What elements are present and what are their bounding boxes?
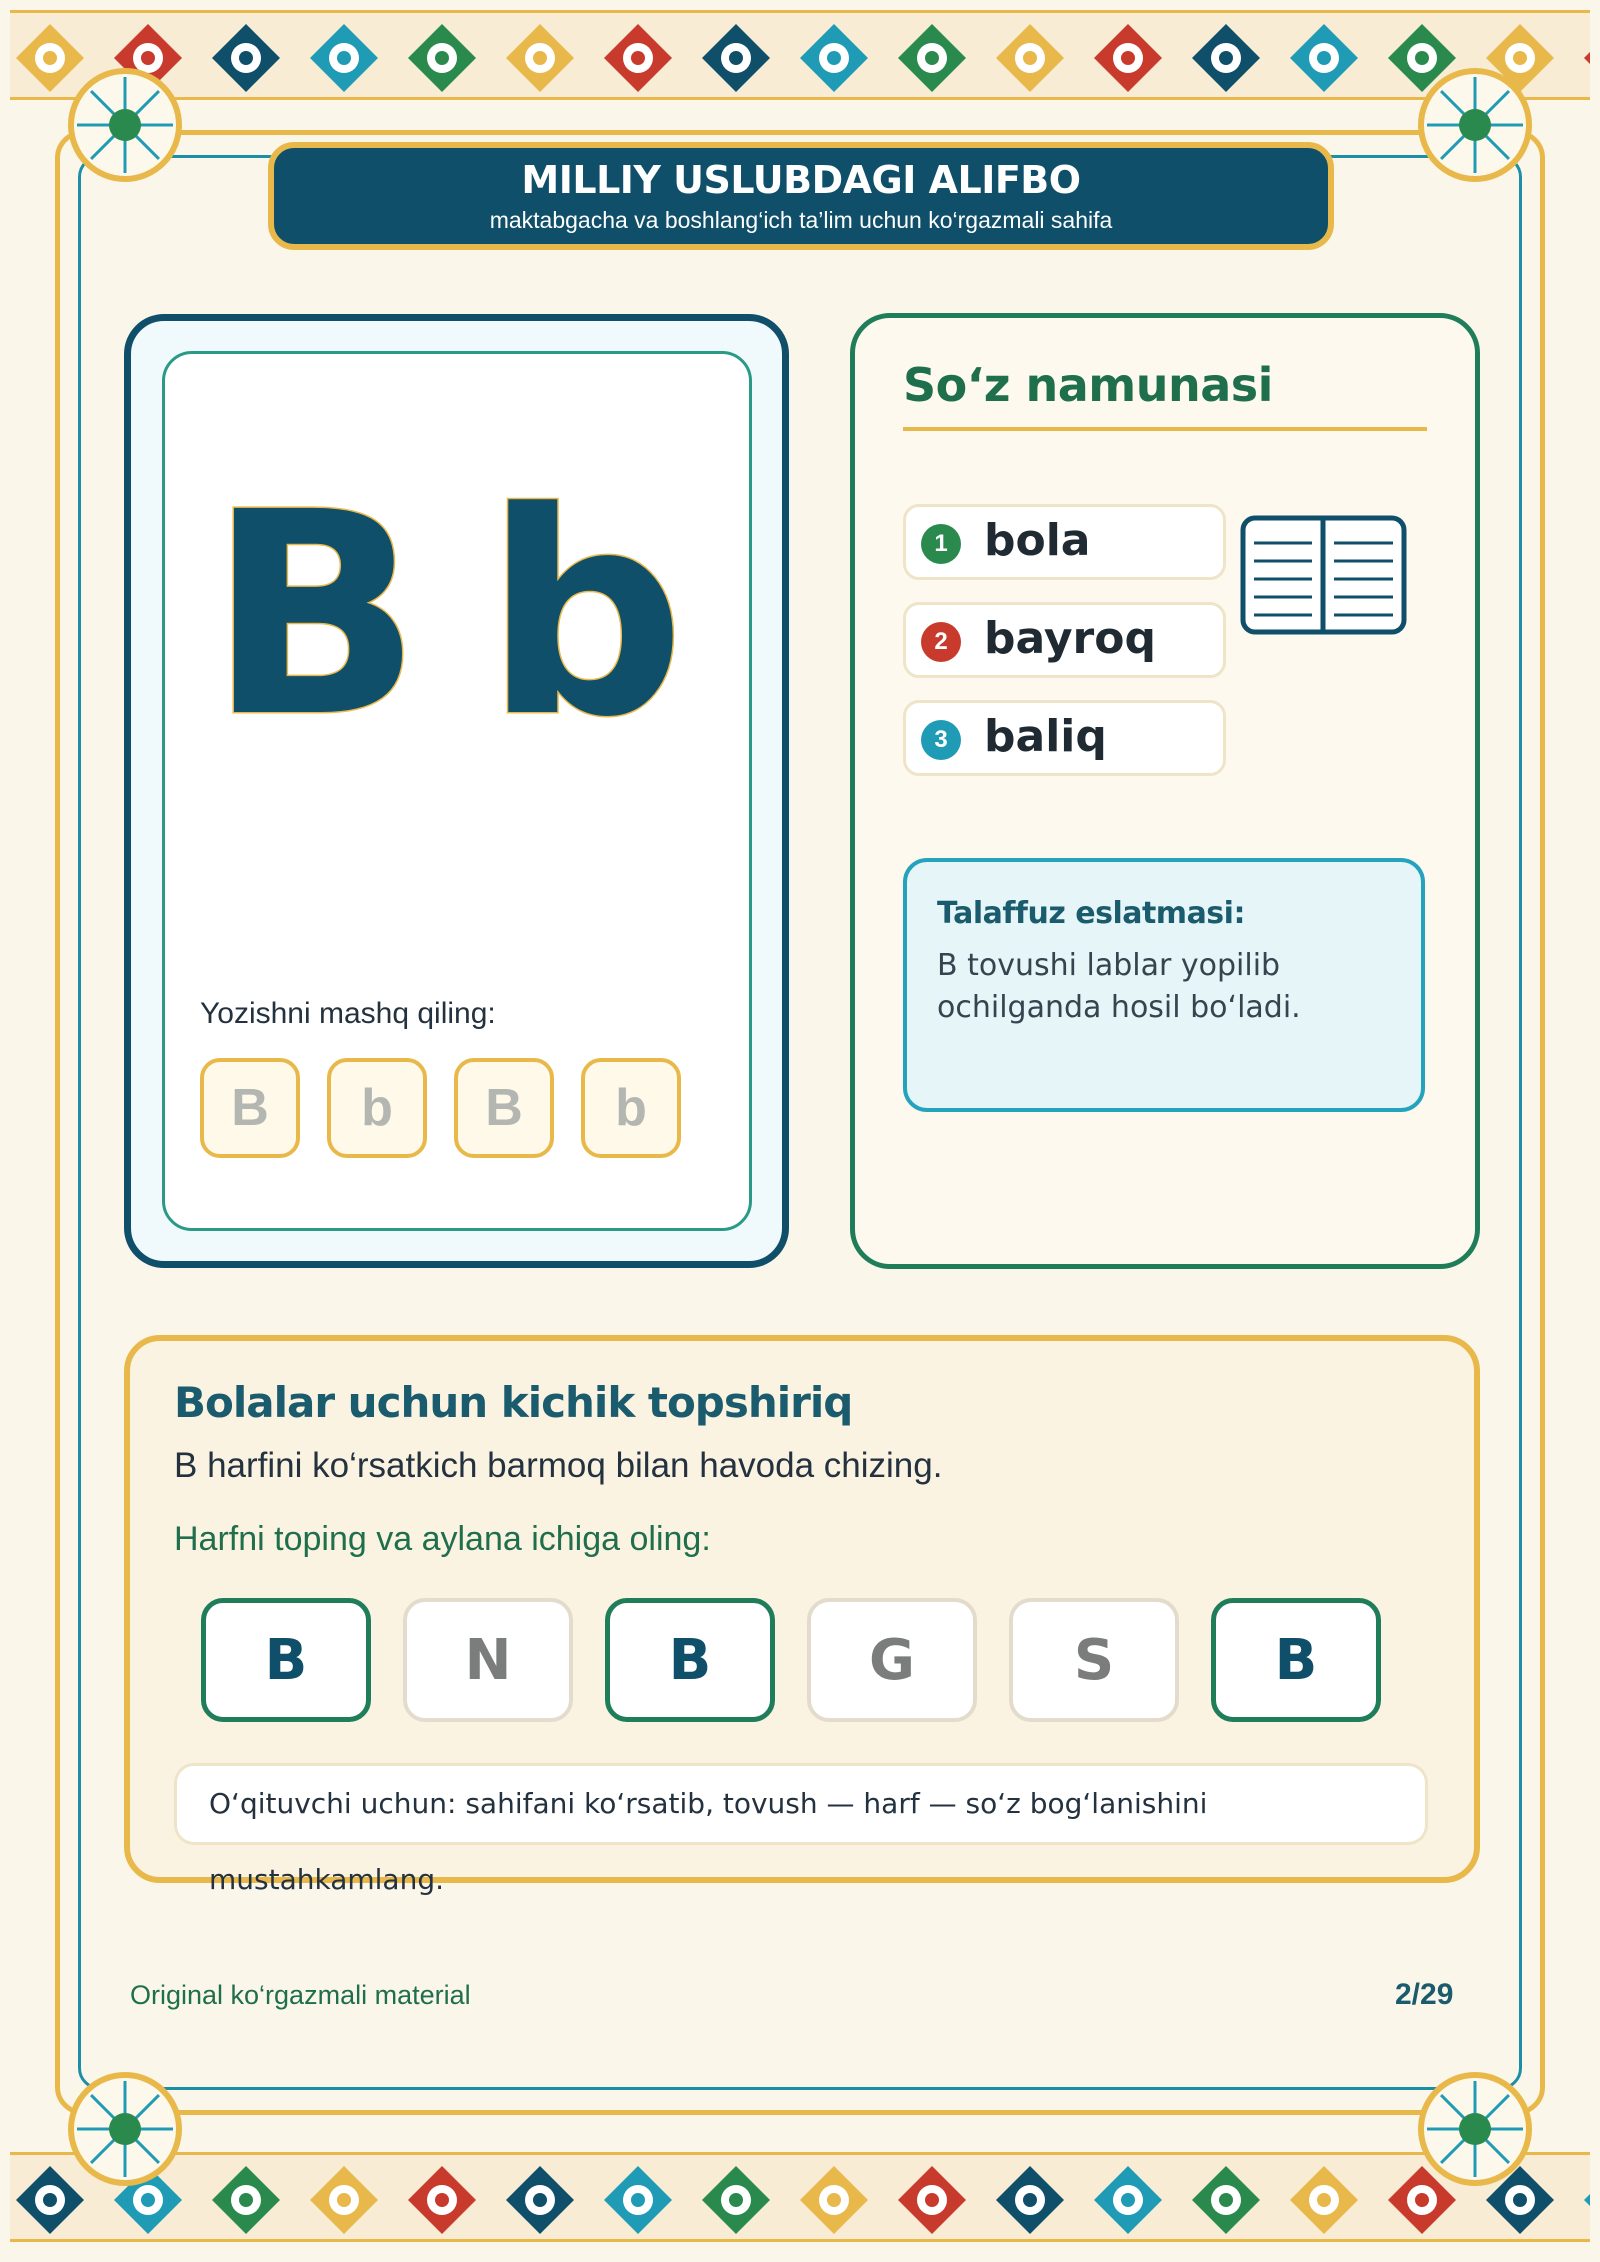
corner-medallion-icon: [1416, 66, 1534, 184]
note-text: B tovushi lablar yopilib ochilganda hosil bo‘ladi.: [937, 948, 1301, 1025]
title-divider: [903, 427, 1427, 431]
open-book-icon: [1240, 515, 1407, 635]
footer-credit: Original ko‘rgazmali material: [130, 1980, 471, 2010]
task-prompt: Harfni toping va aylana ichiga oling:: [174, 1520, 711, 1558]
diamond-ornament-icon: [1584, 2166, 1590, 2234]
word-number-badge: 3: [921, 720, 961, 760]
letter-choice[interactable]: B: [605, 1598, 775, 1722]
diamond-ornament-icon: [604, 2166, 672, 2234]
letter-choice[interactable]: B: [201, 1598, 371, 1722]
practice-box[interactable]: b: [327, 1058, 427, 1158]
practice-box[interactable]: b: [581, 1058, 681, 1158]
letter-choice[interactable]: S: [1009, 1598, 1179, 1722]
diamond-ornament-icon: [996, 24, 1064, 92]
diamond-ornament-icon: [702, 24, 770, 92]
page-header: [268, 142, 1334, 250]
word-number-badge: 1: [921, 524, 961, 564]
diamond-ornament-icon: [1192, 2166, 1260, 2234]
diamond-ornament-icon: [1290, 2166, 1358, 2234]
practice-label: Yozishni mashq qiling:: [200, 997, 496, 1030]
task-instruction: B harfini ko‘rsatkich barmoq bilan havoda chizing.: [174, 1446, 943, 1485]
diamond-ornament-icon: [898, 2166, 966, 2234]
top-ornament-strip: [10, 10, 1590, 100]
diamond-ornament-icon: [506, 24, 574, 92]
pronunciation-note: [903, 858, 1425, 1112]
word-item[interactable]: [903, 700, 1226, 776]
ornament-pattern-bottom: [10, 2155, 1590, 2245]
word-sample-card: [850, 313, 1480, 1269]
diamond-ornament-icon: [604, 24, 672, 92]
diamond-ornament-icon: [1094, 24, 1162, 92]
diamond-ornament-icon: [800, 2166, 868, 2234]
page-title: MILLIY USLUBDAGI ALIFBO: [521, 158, 1081, 202]
diamond-ornament-icon: [1192, 24, 1260, 92]
ornament-pattern-top: [10, 13, 1590, 103]
word-text: bola: [984, 515, 1091, 566]
bottom-ornament-strip: [10, 2152, 1590, 2242]
corner-medallion-icon: [66, 66, 184, 184]
corner-medallion-icon: [66, 2070, 184, 2188]
diamond-ornament-icon: [1290, 24, 1358, 92]
uppercase-letter: B: [208, 453, 422, 750]
word-item[interactable]: [903, 504, 1226, 580]
diamond-ornament-icon: [898, 24, 966, 92]
diamond-ornament-icon: [1094, 2166, 1162, 2234]
teacher-note: O‘qituvchi uchun: sahifani ko‘rsatib, tovush — harf — so‘z bog‘lanishini mustahkamlang.: [174, 1763, 1428, 1845]
word-sample-title: So‘z namunasi: [903, 358, 1273, 412]
letter-choice[interactable]: N: [403, 1598, 573, 1722]
letter-choice[interactable]: B: [1211, 1598, 1381, 1722]
corner-medallion-icon: [1416, 2070, 1534, 2188]
word-text: bayroq: [984, 613, 1156, 664]
lowercase-letter: b: [484, 453, 686, 750]
diamond-ornament-icon: [506, 2166, 574, 2234]
diamond-ornament-icon: [800, 24, 868, 92]
task-title: Bolalar uchun kichik topshiriq: [174, 1378, 853, 1427]
diamond-ornament-icon: [1584, 24, 1590, 92]
diamond-ornament-icon: [310, 2166, 378, 2234]
diamond-ornament-icon: [212, 2166, 280, 2234]
diamond-ornament-icon: [702, 2166, 770, 2234]
word-text: baliq: [984, 711, 1107, 762]
word-item[interactable]: [903, 602, 1226, 678]
letter-choice[interactable]: G: [807, 1598, 977, 1722]
diamond-ornament-icon: [310, 24, 378, 92]
practice-box[interactable]: B: [200, 1058, 300, 1158]
page-number: 2/29: [1395, 1978, 1454, 2011]
word-number-badge: 2: [921, 622, 961, 662]
note-title: Talaffuz eslatmasi:: [937, 896, 1245, 931]
big-letter-display: [205, 430, 705, 750]
diamond-ornament-icon: [212, 24, 280, 92]
page-subtitle: maktabgacha va boshlang‘ich ta’lim uchun ko‘rgazmali sahifa: [489, 207, 1113, 233]
diamond-ornament-icon: [996, 2166, 1064, 2234]
diamond-ornament-icon: [408, 24, 476, 92]
diamond-ornament-icon: [408, 2166, 476, 2234]
practice-box[interactable]: B: [454, 1058, 554, 1158]
